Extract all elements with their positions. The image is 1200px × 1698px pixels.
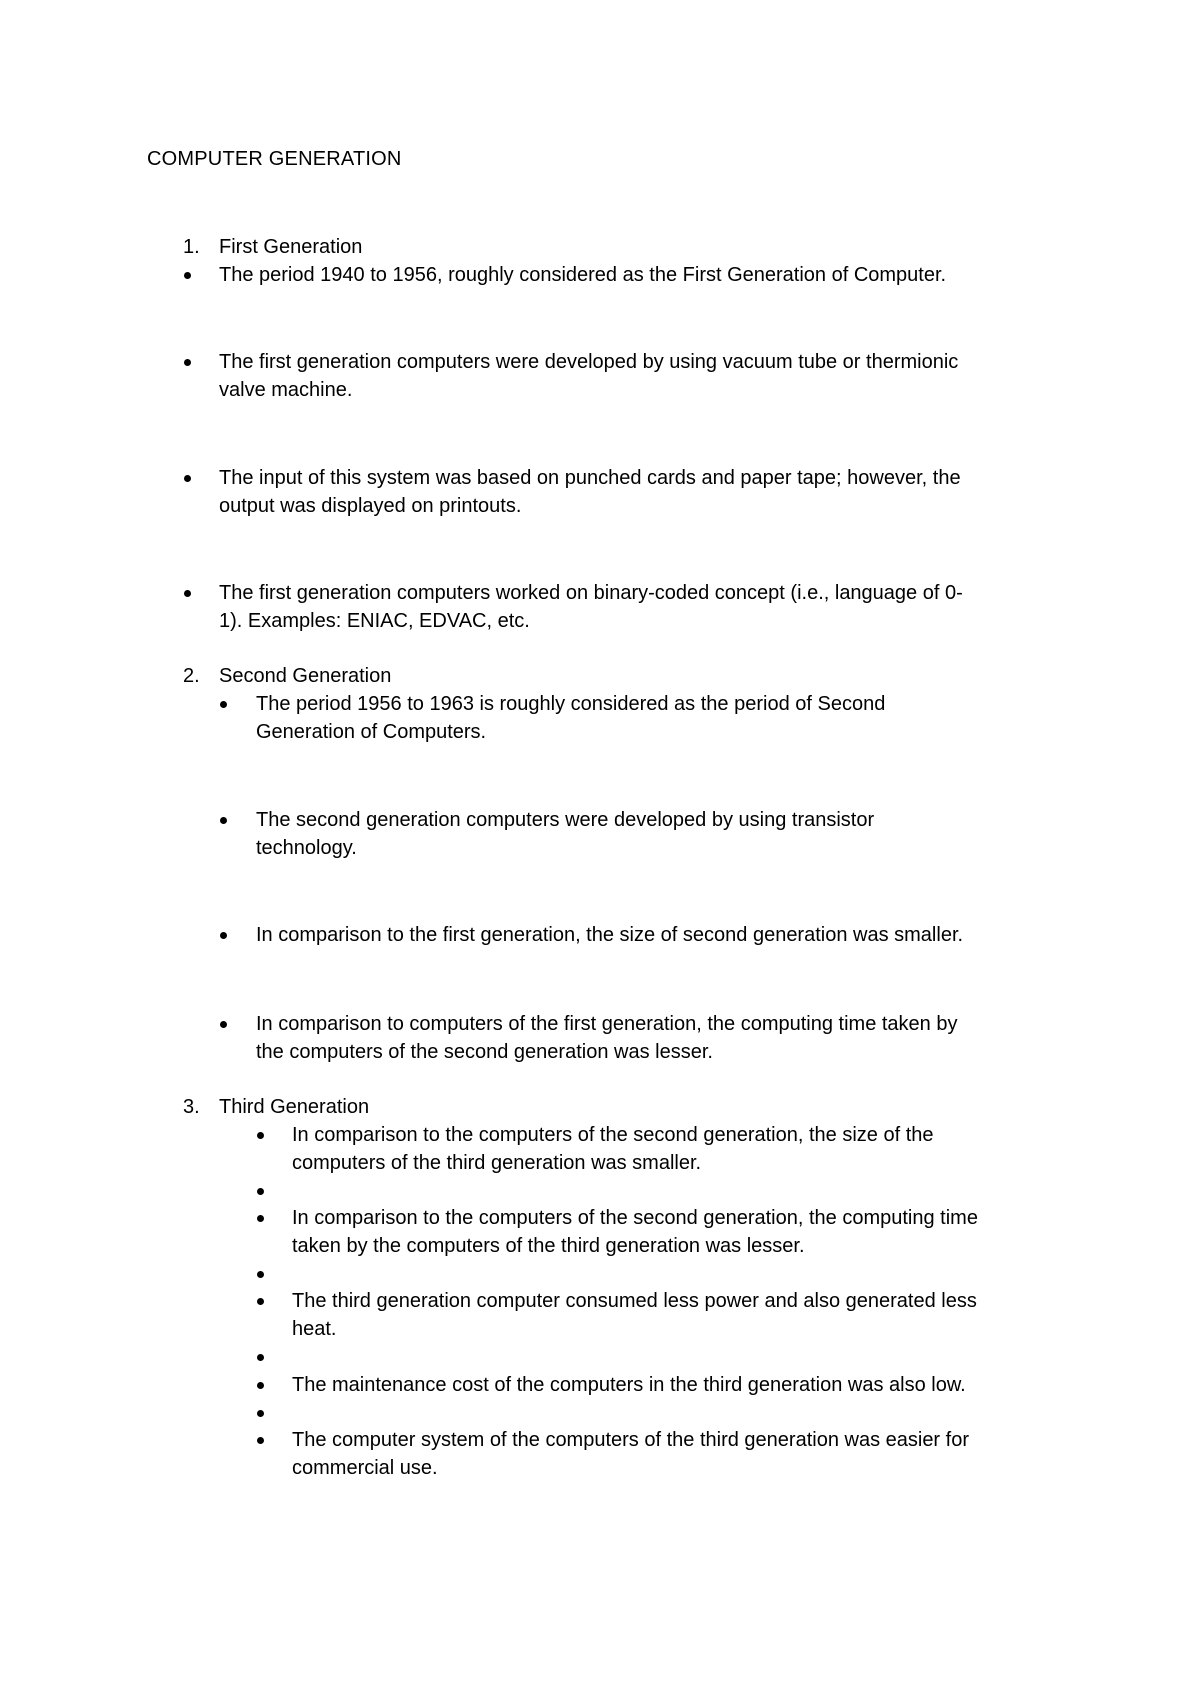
bullet-icon xyxy=(257,1410,264,1417)
list-item-text: taken by the computers of the third generation was lesser. xyxy=(292,1235,805,1257)
bullet-icon xyxy=(220,932,227,939)
list-item-text: In comparison to the first generation, the size of second generation was smaller. xyxy=(256,924,964,946)
list-item-text: heat. xyxy=(292,1318,337,1340)
list-item-text: 1). Examples: ENIAC, EDVAC, etc. xyxy=(219,610,530,632)
bullet-icon xyxy=(257,1271,264,1278)
list-item-text: commercial use. xyxy=(292,1457,438,1479)
list-item-text: output was displayed on printouts. xyxy=(219,495,522,517)
list-item-text: In comparison to the computers of the second generation, the computing time xyxy=(292,1207,978,1229)
list-item-text: computers of the third generation was smaller. xyxy=(292,1152,702,1174)
section-heading: Third Generation xyxy=(219,1096,370,1118)
list-item-text: The second generation computers were developed by using transistor xyxy=(256,809,875,831)
list-item-text: The third generation computer consumed less power and also generated less xyxy=(292,1290,977,1312)
list-item-text: The input of this system was based on punched cards and paper tape; however, the xyxy=(219,467,961,489)
bullet-icon xyxy=(184,359,191,366)
bullet-icon xyxy=(184,475,191,482)
bullet-icon xyxy=(257,1215,264,1222)
section-number: 3. xyxy=(183,1096,200,1118)
bullet-icon xyxy=(184,590,191,597)
bullet-icon xyxy=(184,272,191,279)
list-item-text: In comparison to the computers of the second generation, the size of the xyxy=(292,1124,934,1146)
bullet-icon xyxy=(257,1298,264,1305)
document-title: COMPUTER GENERATION xyxy=(147,148,402,170)
list-item-text: valve machine. xyxy=(219,379,353,401)
bullet-icon xyxy=(257,1354,264,1361)
section-number: 1. xyxy=(183,236,200,258)
section-heading: First Generation xyxy=(219,236,363,258)
list-item-text: The first generation computers worked on binary-coded concept (i.e., language of 0- xyxy=(219,582,963,604)
list-item-text: Generation of Computers. xyxy=(256,721,487,743)
section-heading: Second Generation xyxy=(219,665,392,687)
bullet-icon xyxy=(257,1188,264,1195)
bullet-icon xyxy=(257,1382,264,1389)
list-item-text: The first generation computers were developed by using vacuum tube or thermionic xyxy=(219,351,959,373)
list-item-text: technology. xyxy=(256,837,357,859)
list-item-text: The period 1956 to 1963 is roughly considered as the period of Second xyxy=(256,693,886,715)
section-number: 2. xyxy=(183,665,200,687)
bullet-icon xyxy=(220,817,227,824)
list-item-text: The maintenance cost of the computers in the third generation was also low. xyxy=(292,1374,966,1396)
bullet-icon xyxy=(220,701,227,708)
list-item-text: In comparison to computers of the first generation, the computing time taken by xyxy=(256,1013,958,1035)
list-item-text: The computer system of the computers of the third generation was easier for xyxy=(292,1429,969,1451)
list-item-text: The period 1940 to 1956, roughly considered as the First Generation of Computer. xyxy=(219,264,947,286)
bullet-icon xyxy=(257,1132,264,1139)
bullet-icon xyxy=(257,1437,264,1444)
bullet-icon xyxy=(220,1021,227,1028)
list-item-text: the computers of the second generation was lesser. xyxy=(256,1041,713,1063)
